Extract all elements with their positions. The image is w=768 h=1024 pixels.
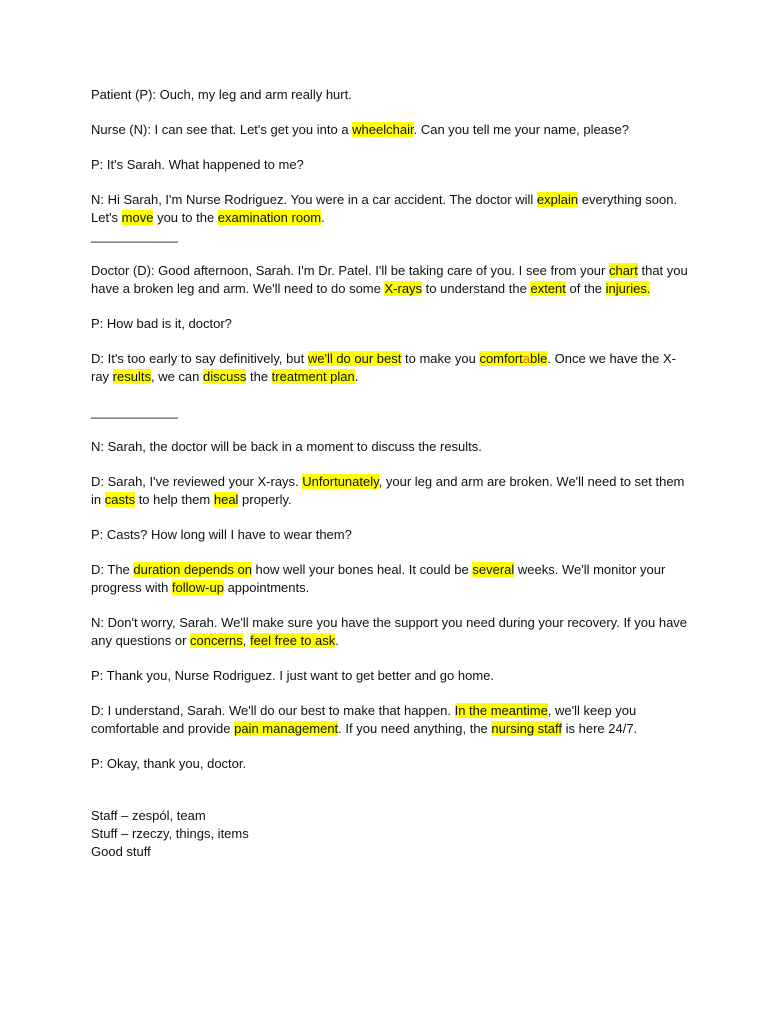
highlighted-term: casts [104, 492, 136, 507]
dialogue-line [91, 156, 691, 174]
text-run: Nurse (N): I can see that. Let's get you into a [91, 122, 353, 137]
text-run: D: It's too early to say definitively, but [91, 351, 308, 366]
dialogue-line [91, 755, 691, 773]
dialogue-line [91, 350, 691, 386]
highlighted-term: heal [213, 492, 239, 507]
text-run: . If you need anything, the [338, 721, 492, 736]
text-run: . [335, 633, 339, 648]
dialogue-line [91, 438, 691, 456]
dialogue-line [91, 86, 691, 104]
section-separator: ____________ [91, 404, 178, 419]
dialogue-line [91, 121, 691, 139]
text-run: . [321, 210, 325, 225]
text-run: appointments. [223, 580, 310, 595]
text-run: , [242, 633, 250, 648]
text-run: . Can you tell me your name, please? [413, 122, 629, 137]
text-run: weeks. We'll monitor your progress with [91, 562, 666, 595]
text-run: D: I understand, Sarah. We'll do our best to make that happen. [91, 703, 455, 718]
highlighted-term: discuss [203, 369, 247, 384]
vocabulary-entry: Good stuff [91, 844, 151, 859]
highlighted-term: results [112, 369, 151, 384]
text-run: to make you [401, 351, 480, 366]
section-separator: ____________ [91, 228, 178, 243]
highlighted-term: feel free to ask [250, 633, 336, 648]
dialogue-line [91, 614, 691, 650]
highlighted-term: ble [530, 351, 548, 366]
highlighted-term: examination room [217, 210, 322, 225]
text-run: P: How bad is it, doctor? [91, 316, 232, 331]
vocabulary-entry: Staff – zespól, team [91, 808, 206, 823]
text-run: , we'll keep you comfortable and provide [91, 703, 637, 736]
text-run: P: It's Sarah. What happened to me? [91, 157, 304, 172]
highlighted-term: In the meantime [454, 703, 548, 718]
text-run: to help them [135, 492, 214, 507]
highlighted-term: several [472, 562, 515, 577]
vocabulary-entry: Stuff – rzeczy, things, items [91, 826, 249, 841]
text-run: Patient (P): Ouch, my leg and arm really hurt. [91, 87, 352, 102]
highlighted-term: X-rays [384, 281, 423, 296]
dialogue-line [91, 191, 691, 227]
text-run: the [246, 369, 272, 384]
text-run: P: Thank you, Nurse Rodriguez. I just want to get better and go home. [91, 668, 494, 683]
highlighted-term: we'll do our best [307, 351, 402, 366]
text-run: . Once we have the X-ray [91, 351, 676, 384]
text-run: , we can [150, 369, 203, 384]
text-run: you to the [153, 210, 218, 225]
highlighted-term: pain management [234, 721, 339, 736]
dialogue-line [91, 473, 691, 509]
text-run: that you have a broken leg and arm. We'll need to do some [91, 263, 688, 296]
highlighted-term: a [522, 351, 531, 366]
text-run: is here 24/7. [562, 721, 638, 736]
highlighted-term: chart [608, 263, 638, 278]
text-run: D: Sarah, I've reviewed your X-rays. [91, 474, 303, 489]
text-run: P: Casts? How long will I have to wear them? [91, 527, 352, 542]
blank-line [91, 790, 691, 807]
text-run: P: Okay, thank you, doctor. [91, 756, 247, 771]
highlighted-term: move [121, 210, 154, 225]
dialogue-line [91, 561, 691, 597]
highlighted-term: duration depends on [133, 562, 252, 577]
highlighted-term: nursing staff [491, 721, 562, 736]
text-run: N: Don't worry, Sarah. We'll make sure you have the support you need during your recovery. If you have any questions or [91, 615, 688, 648]
text-run: , your leg and arm are broken. We'll need to set them in [91, 474, 685, 507]
highlighted-term: treatment plan [271, 369, 355, 384]
text-run: D: The [91, 562, 134, 577]
text-run: N: Hi Sarah, I'm Nurse Rodriguez. You were in a car accident. The doctor will [91, 192, 537, 207]
dialogue-line [91, 315, 691, 333]
highlighted-term: concerns [190, 633, 243, 648]
highlighted-term: explain [536, 192, 579, 207]
text-run: of the [565, 281, 606, 296]
text-run: everything soon. Let's [91, 192, 678, 225]
dialogue-body [91, 86, 691, 807]
text-run: how well your bones heal. It could be [251, 562, 473, 577]
highlighted-term: injuries. [605, 281, 651, 296]
highlighted-term: Unfortunately [302, 474, 379, 489]
dialogue-line [91, 667, 691, 685]
text-run: Doctor (D): Good afternoon, Sarah. I'm Dr. Patel. I'll be taking care of you. I see from your [91, 263, 609, 278]
highlighted-term: wheelchair [352, 122, 414, 137]
vocabulary-notes [91, 807, 691, 861]
dialogue-line [91, 526, 691, 544]
text-run: . [354, 369, 359, 384]
dialogue-line [91, 702, 691, 738]
text-run: properly. [238, 492, 292, 507]
text-run: N: Sarah, the doctor will be back in a moment to discuss the results. [91, 439, 482, 454]
text-run: to understand the [422, 281, 531, 296]
document-page [91, 86, 691, 861]
highlighted-term: comfort [479, 351, 523, 366]
highlighted-term: follow-up [171, 580, 224, 595]
dialogue-line [91, 262, 691, 298]
highlighted-term: extent [530, 281, 566, 296]
